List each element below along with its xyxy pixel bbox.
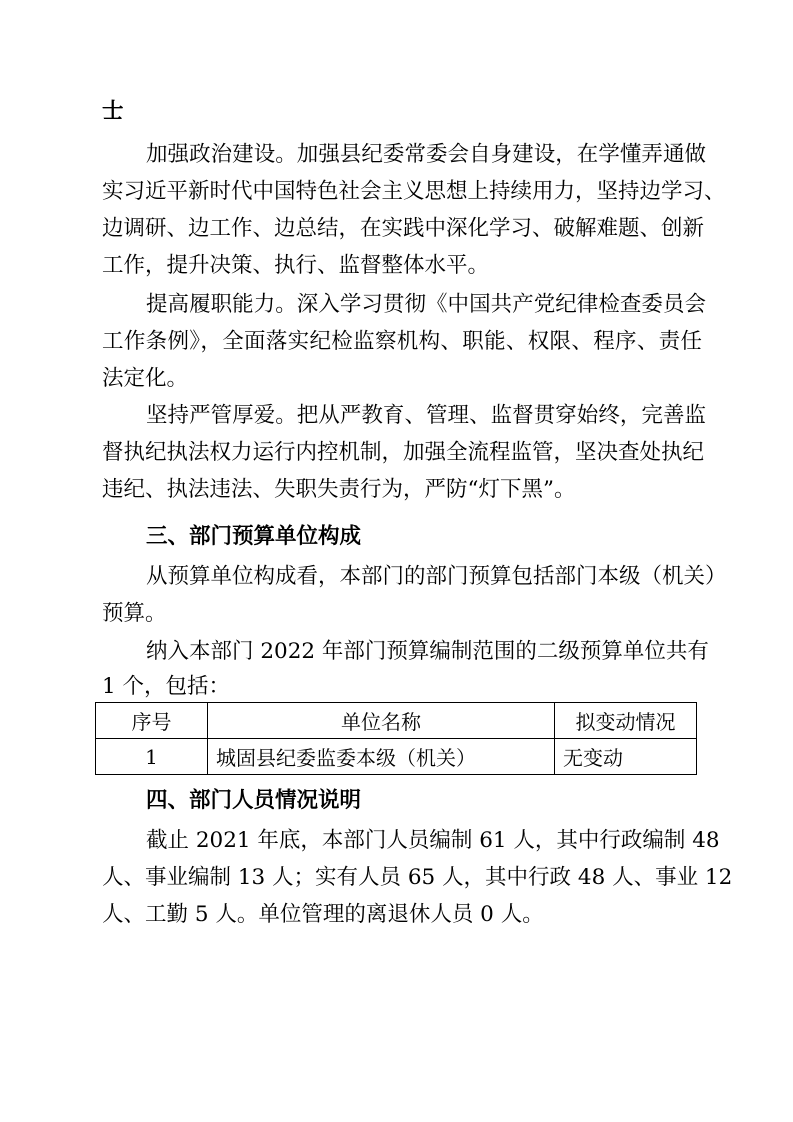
table-row <box>96 739 697 775</box>
section-heading-staff: 四、部门人员情况说明 <box>146 788 362 813</box>
table-header-cell: 单位名称 <box>208 703 555 739</box>
continued-text-fragment: 士 <box>102 99 124 124</box>
budget-units-table <box>95 702 697 775</box>
paragraph-strict-line-1: 坚持严管厚爱。把从严教育、管理、监督贯穿始终，完善监 <box>146 403 706 428</box>
table-cell: 1 <box>96 739 208 775</box>
table-cell: 城固县纪委监委本级（机关） <box>208 739 555 775</box>
paragraph-strict-line-3: 违纪、执法违法、失职失责行为，严防“灯下黑”。 <box>102 477 576 502</box>
paragraph-units-line-2: 预算。 <box>102 601 167 626</box>
paragraph-political-line-2: 实习近平新时代中国特色社会主义思想上持续用力，坚持边学习、 <box>102 179 726 204</box>
paragraph-duty-line-3: 法定化。 <box>102 366 189 391</box>
paragraph-secondary-line-2: 1 个，包括： <box>102 674 231 699</box>
paragraph-units-line-1: 从预算单位构成看，本部门的部门预算包括部门本级（机关） <box>146 564 727 589</box>
table-header-row <box>96 703 697 739</box>
paragraph-duty-line-1: 提高履职能力。深入学习贯彻《中国共产党纪律检查委员会 <box>146 292 706 317</box>
paragraph-political-line-4: 工作，提升决策、执行、监督整体水平。 <box>102 253 490 278</box>
table-cell: 无变动 <box>555 739 697 775</box>
paragraph-duty-line-2: 工作条例》，全面落实纪检监察机构、职能、权限、程序、责任 <box>102 329 702 354</box>
paragraph-political-line-1: 加强政治建设。加强县纪委常委会自身建设，在学懂弄通做 <box>146 142 706 167</box>
paragraph-political-line-3: 边调研、边工作、边总结，在实践中深化学习、破解难题、创新 <box>102 216 705 241</box>
table-header-cell: 序号 <box>96 703 208 739</box>
paragraph-staff-line-1: 截止 2021 年底，本部门人员编制 61 人，其中行政编制 48 <box>146 828 720 853</box>
table-header-cell: 拟变动情况 <box>555 703 697 739</box>
section-heading-budget-units: 三、部门预算单位构成 <box>146 524 362 549</box>
paragraph-strict-line-2: 督执纪执法权力运行内控机制，加强全流程监管，坚决查处执纪 <box>102 440 705 465</box>
paragraph-staff-line-3: 人、工勤 5 人。单位管理的离退休人员 0 人。 <box>102 902 544 927</box>
paragraph-staff-line-2: 人、事业编制 13 人；实有人员 65 人，其中行政 48 人、事业 12 <box>102 865 733 890</box>
paragraph-secondary-line-1: 纳入本部门 2022 年部门预算编制范围的二级预算单位共有 <box>146 639 709 664</box>
